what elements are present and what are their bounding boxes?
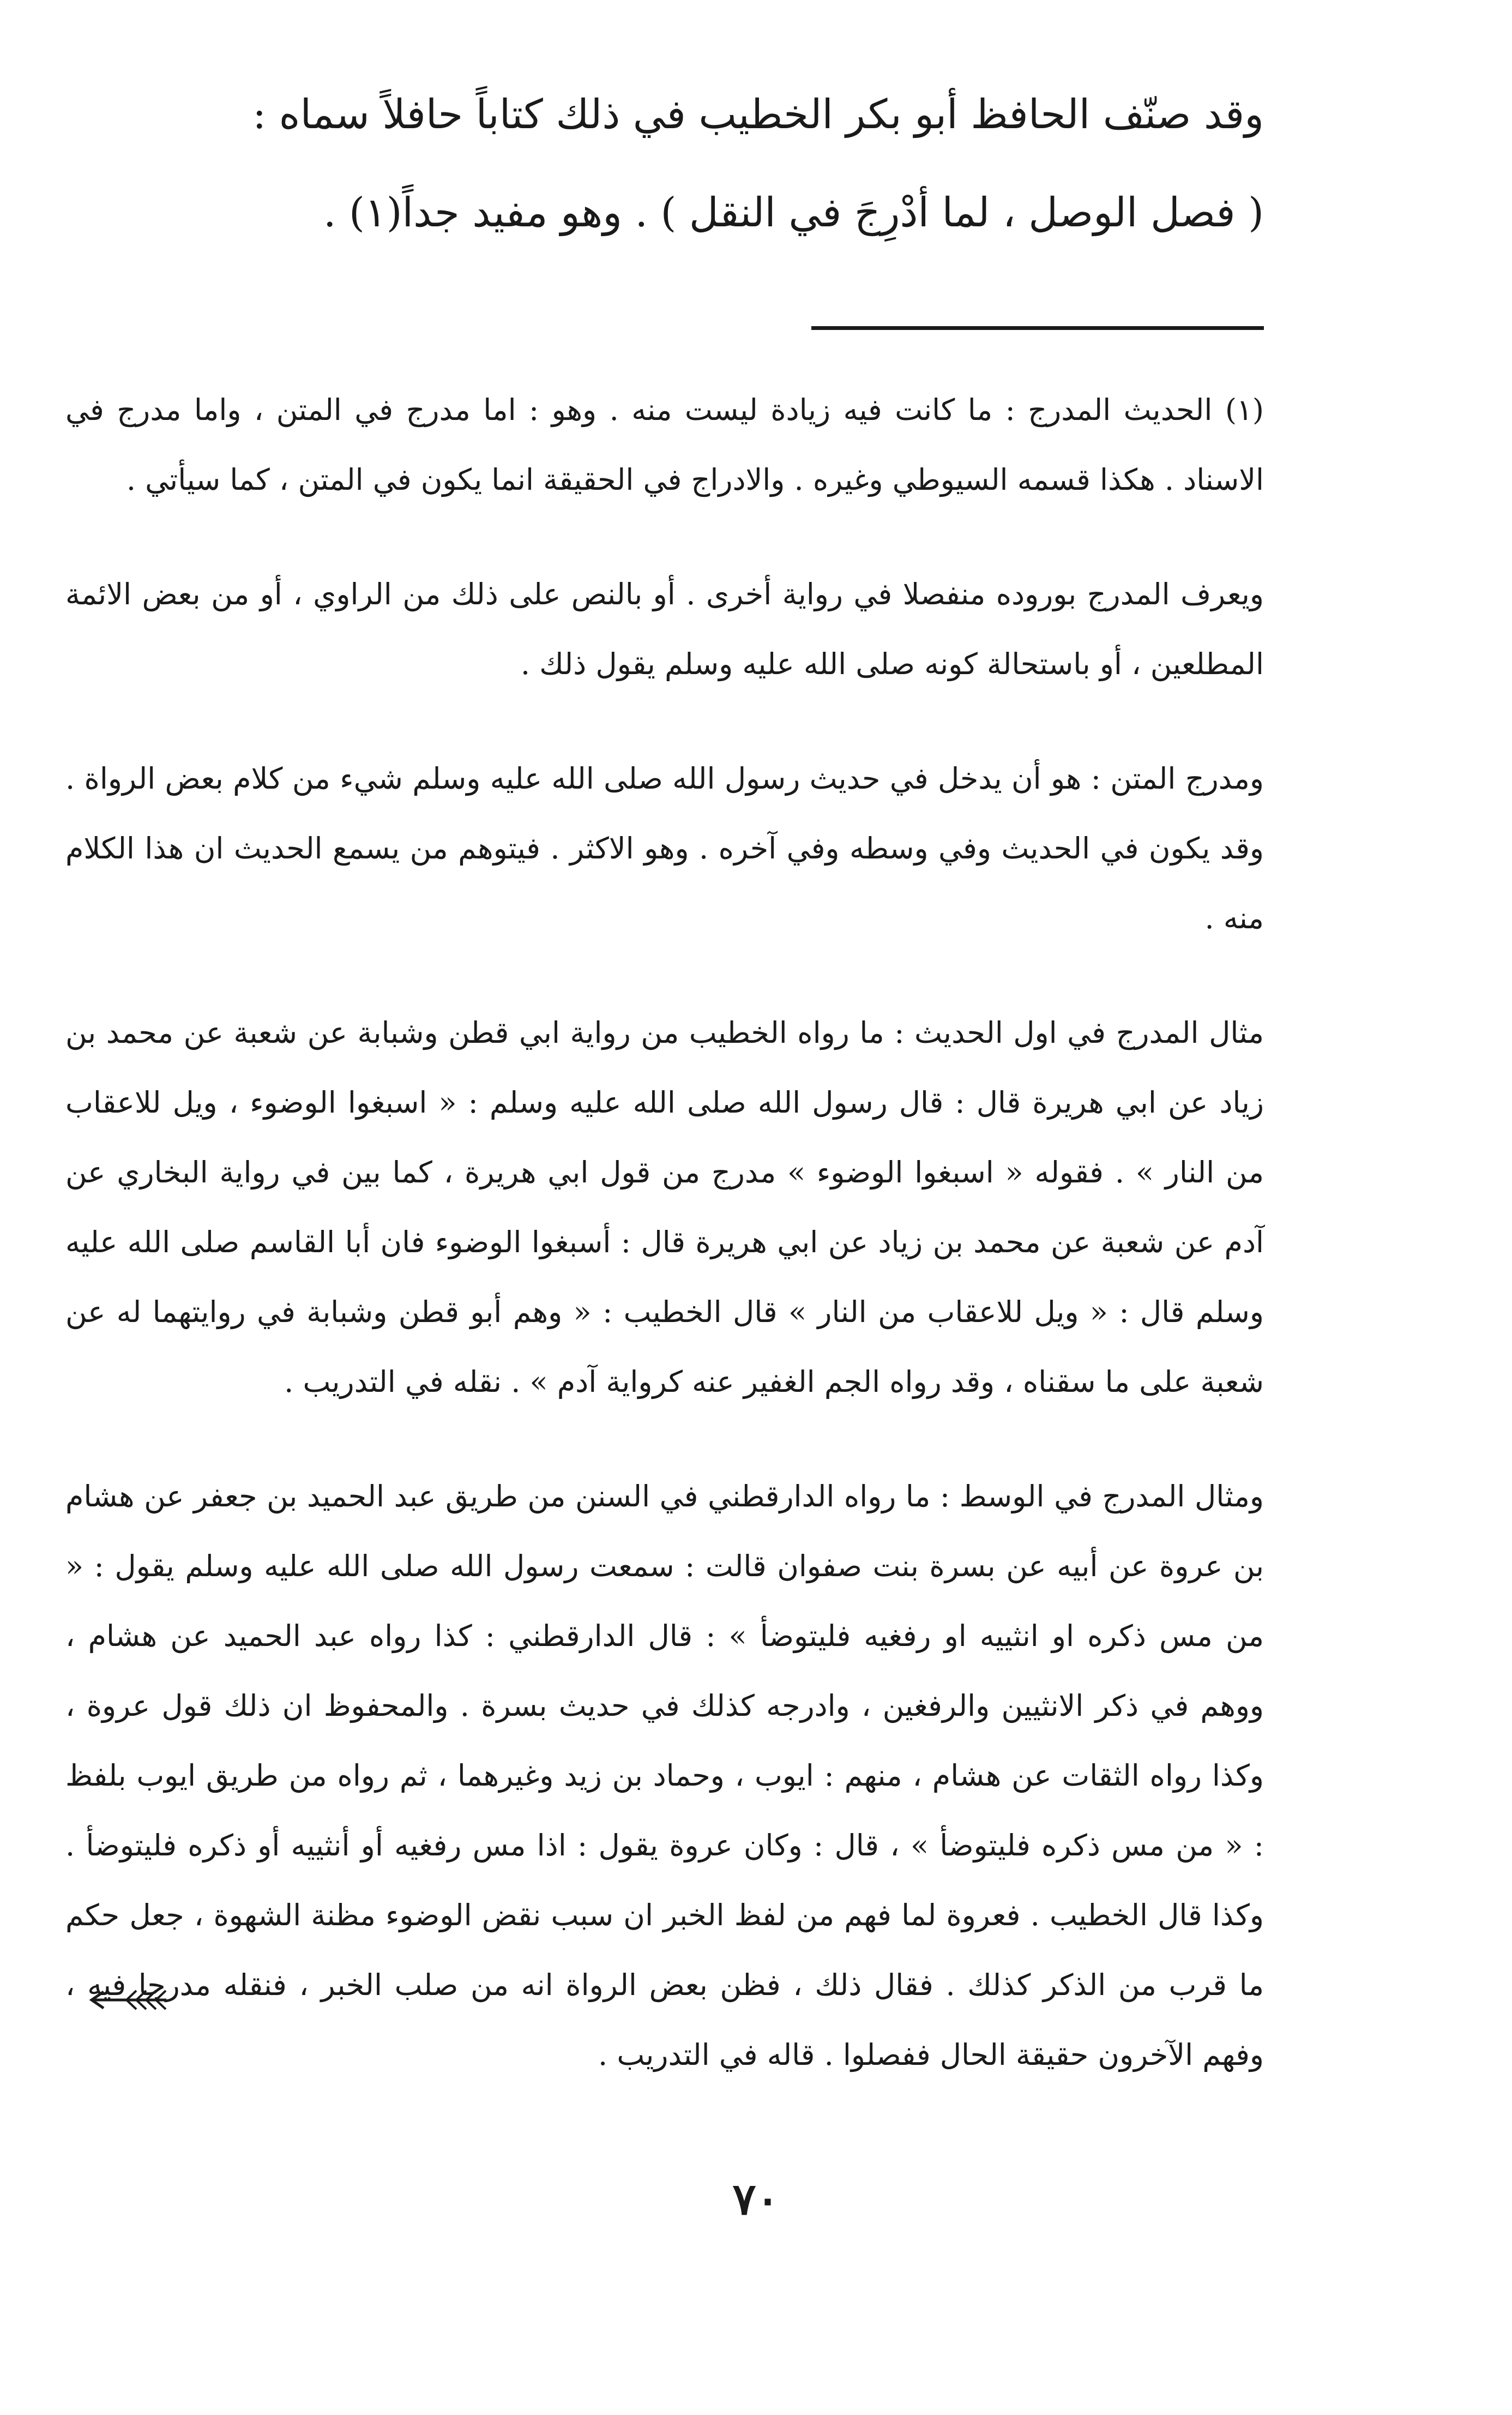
main-text-block	[173, 65, 1264, 262]
footnote-paragraph-3: ومدرج المتن : هو أن يدخل في حديث رسول الله صلى الله عليه وسلم شيء من كلام بعض الرواة . وقد يكون في الحديث وفي وسطه وفي آخره . وهو الاكثر . فيتوهم من يسمع الحديث ان هذا الكلام منه .	[65, 761, 1264, 935]
footnote-paragraph-4: مثال المدرج في اول الحديث : ما رواه الخطيب من رواية ابي قطن وشبابة عن شعبة عن محمد بن زياد عن ابي هريرة قال : قال رسول الله صلى الله عليه وسلم : « اسبغوا الوضوء ، ويل للاعقاب من النار » . فقوله « اسبغوا الوضوء » مدرج من قول ابي هريرة ، كما بين في رواية البخاري عن آدم عن شعبة عن محمد بن زياد عن ابي هريرة قال : أسبغوا الوضوء فان أبا القاسم صلى الله عليه وسلم قال : « ويل للاعقاب من النار » قال الخطيب : « وهم أبو قطن وشبابة في روايتهما له عن شعبة على ما سقناه ، وقد رواه الجم الغفير عنه كرواية آدم » . نقله في التدريب .	[65, 1016, 1264, 1399]
footnote-separator-rule	[811, 326, 1264, 330]
footnote-paragraph-5: ومثال المدرج في الوسط : ما رواه الدارقطني في السنن من طريق عبد الحميد بن جعفر عن هشام بن عروة عن أبيه عن بسرة بنت صفوان قالت : سمعت رسول الله صلى الله عليه وسلم يقول : « من مس ذكره او انثييه او رفغيه فليتوضأ » : قال الدارقطني : كذا رواه عبد الحميد عن هشام ، ووهم في ذكر الانثيين والرفغين ، وادرجه كذلك في حديث بسرة . والمحفوظ ان ذلك قول عروة ، وكذا رواه الثقات عن هشام ، منهم : ايوب ، وحماد بن زيد وغيرهما ، ثم رواه من طريق ايوب بلفظ : « من مس ذكره فليتوضأ » ، قال : وكان عروة يقول : اذا مس رفغيه أو أنثييه أو ذكره فليتوضأ . وكذا قال الخطيب . فعروة لما فهم من لفظ الخبر ان سبب نقض الوضوء مظنة الشهوة ، جعل حكم ما قرب من الذكر كذلك . فقال ذلك ، فظن بعض الرواة انه من صلب الخبر ، فنقله مدرجا فيه ، وفهم الآخرون حقيقة الحال ففصلوا . قاله في التدريب .	[65, 1479, 1264, 2072]
arrow-left-icon	[87, 1986, 169, 2014]
main-text-line-1: وقد صنّف الحافظ أبو بكر الخطيب في ذلك كتاباً حافلاً سماه :	[252, 91, 1264, 138]
footnote-paragraph-1: (١) الحديث المدرج : ما كانت فيه زيادة ليست منه . وهو : اما مدرج في المتن ، واما مدرج في الاسناد . هكذا قسمه السيوطي وغيره . والادراج في الحقيقة انما يكون في المتن ، كما سيأتي .	[65, 393, 1264, 497]
footnote-paragraph-2: ويعرف المدرج بوروده منفصلا في رواية أخرى . أو بالنص على ذلك من الراوي ، أو من بعض الائمة المطلعين ، أو باستحالة كونه صلى الله عليه وسلم يقول ذلك .	[65, 577, 1264, 681]
footnotes-block	[65, 375, 1264, 2135]
main-text-line-2: ( فصل الوصل ، لما أدْرِجَ في النقل ) . وهو مفيد جداً(١) .	[323, 189, 1264, 236]
page-number: ٧٠	[732, 2173, 780, 2225]
